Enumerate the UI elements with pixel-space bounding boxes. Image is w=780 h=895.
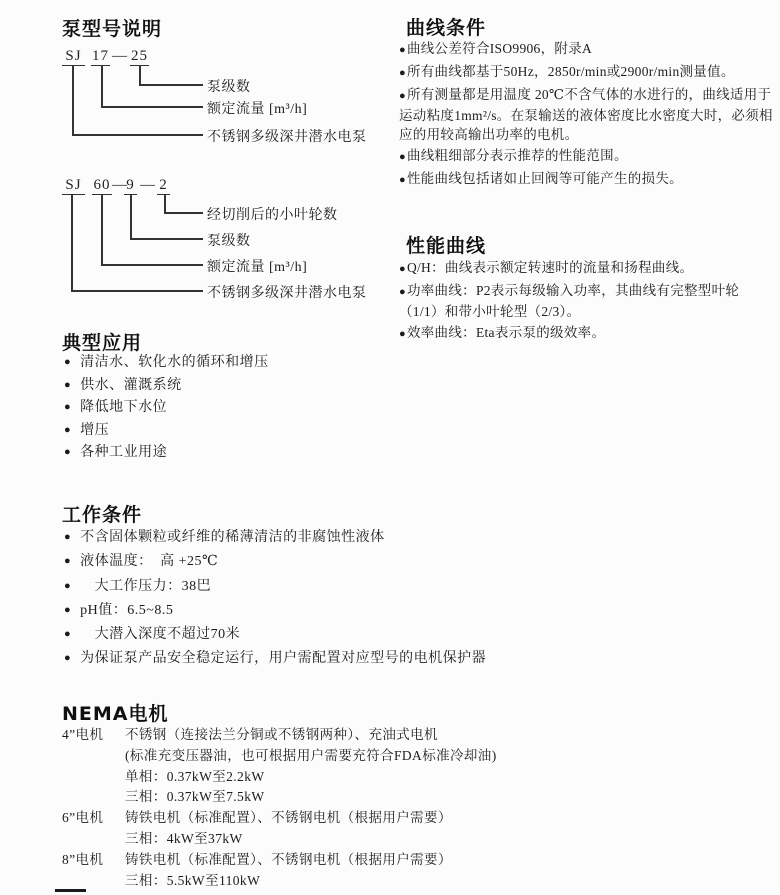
page-edge-rule bbox=[55, 889, 86, 892]
connector-line bbox=[101, 66, 103, 106]
spec-line: 三相：5.5kW至110kW bbox=[125, 872, 261, 888]
connector-line bbox=[71, 194, 73, 290]
motor-size: 8”电机 bbox=[62, 851, 104, 867]
list-item bbox=[64, 420, 269, 443]
list-item bbox=[64, 375, 269, 398]
model-code-trimmed: 2 bbox=[157, 177, 170, 195]
spec-line: 三相：0.37kW至7.5kW bbox=[125, 789, 265, 805]
list-item-text: 大潜入深度不超过70米 bbox=[80, 627, 241, 643]
list-item-text: 增压 bbox=[80, 422, 110, 438]
list-item-text: 为保证泵产品安全稳定运行，用户需配置对应型号的电机保护器 bbox=[80, 651, 487, 667]
list-item-text: 降低地下水位 bbox=[80, 400, 168, 415]
connector-line bbox=[164, 212, 203, 214]
section-title-working-conditions: 工作条件 bbox=[62, 504, 143, 526]
bullet-icon: ● bbox=[64, 628, 72, 641]
connector-line bbox=[130, 238, 203, 240]
model-code-prefix: SJ bbox=[62, 177, 85, 195]
list-item-text: 大工作压力：38巴 bbox=[80, 578, 212, 594]
list-item bbox=[64, 647, 486, 671]
model-code-flow: 17 bbox=[92, 48, 109, 64]
typical-applications-list bbox=[64, 352, 269, 465]
model-code-flow: 60 bbox=[93, 177, 111, 193]
list-item bbox=[399, 39, 777, 60]
table-row bbox=[62, 808, 497, 850]
list-item bbox=[399, 169, 777, 190]
connector-line bbox=[72, 134, 203, 136]
performance-curves-list bbox=[399, 258, 777, 346]
diagram-label-stages: 泵级数 bbox=[207, 234, 251, 249]
list-item bbox=[64, 442, 269, 465]
spec-line: 三相：4kW至37kW bbox=[125, 830, 243, 846]
list-item bbox=[64, 526, 486, 550]
list-item-text: 液体温度： 高 +25℃ bbox=[80, 554, 219, 570]
list-item-text: 曲线公差符合ISO9906，附录A bbox=[406, 41, 593, 56]
diagram-label-stages: 泵级数 bbox=[207, 80, 251, 95]
bullet-icon: ● bbox=[64, 652, 72, 665]
list-item-text: 效率曲线：Eta表示泵的级效率。 bbox=[406, 325, 606, 340]
model-code-stages: 25 bbox=[131, 48, 148, 64]
section-title-curve-conditions: 曲线条件 bbox=[406, 17, 487, 39]
list-item-text: 所有测量都是用温度 20℃不含气体的水进行的，曲线适用于运动粘度1mm²/s。在泵输送的液体密度比水密度大时，必须相应的用较高输出功率的电机。 bbox=[399, 87, 773, 142]
list-item-text: 性能曲线包括诸如止回阀等可能产生的损失。 bbox=[406, 171, 683, 186]
bullet-icon: ● bbox=[399, 263, 406, 275]
bullet-icon: ● bbox=[64, 423, 72, 436]
diagram-label-trimmed-impellers: 经切削后的小叶轮数 bbox=[207, 208, 338, 223]
spec-line: 铸铁电机（标准配置）、不锈钢电机（根据用户需要） bbox=[125, 810, 452, 826]
connector-line bbox=[101, 194, 103, 264]
list-item bbox=[64, 352, 269, 375]
list-item-text: 各种工业用途 bbox=[80, 445, 168, 460]
bullet-icon: ● bbox=[64, 555, 72, 568]
bullet-icon: ● bbox=[64, 378, 72, 391]
spec-line: 单相：0.37kW至2.2kW bbox=[125, 768, 265, 784]
model-code-stages: 9 bbox=[124, 177, 137, 195]
bullet-icon: ● bbox=[399, 286, 406, 298]
bullet-icon: ● bbox=[64, 579, 72, 592]
motor-size: 4”电机 bbox=[62, 727, 104, 742]
motor-specs bbox=[125, 725, 497, 808]
list-item bbox=[399, 258, 777, 279]
list-item-text: Q/H：曲线表示额定转速时的流量和扬程曲线。 bbox=[406, 260, 694, 275]
spec-line: 铸铁电机（标准配置）、不锈钢电机（根据用户需要） bbox=[125, 851, 452, 867]
list-item bbox=[399, 281, 777, 321]
diagram-label-flow: 额定流量 [m³/h] bbox=[207, 102, 308, 117]
model-code-prefix: SJ bbox=[62, 48, 85, 66]
bullet-icon: ● bbox=[399, 67, 406, 79]
list-item bbox=[399, 146, 777, 167]
list-item-text: 不含固体颗粒或纤维的稀薄清洁的非腐蚀性液体 bbox=[80, 530, 385, 545]
bullet-icon: ● bbox=[399, 151, 406, 163]
spec-line: (标准充变压器油，也可根据用户需要充符合FDA标准冷却油) bbox=[125, 747, 497, 763]
list-item-text: 功率曲线：P2表示每级输入功率，其曲线有完整型叶轮（1/1）和带小叶轮型（2/3）。 bbox=[399, 283, 740, 319]
motor-specs bbox=[125, 808, 452, 850]
table-row bbox=[62, 850, 497, 892]
section-title-nema-motors: NEMA电机 bbox=[62, 703, 169, 725]
bullet-icon: ● bbox=[399, 328, 406, 340]
list-item bbox=[399, 323, 777, 344]
connector-line bbox=[130, 194, 132, 238]
connector-line bbox=[139, 66, 141, 84]
table-row bbox=[62, 725, 497, 808]
bullet-icon: ● bbox=[64, 446, 72, 458]
list-item bbox=[64, 623, 486, 647]
curve-conditions-list bbox=[399, 39, 777, 192]
diagram-label-flow: 额定流量 [m³/h] bbox=[207, 260, 308, 275]
diagram-label-series: 不锈钢多级深井潜水电泵 bbox=[207, 286, 367, 301]
model-code-dash: — bbox=[140, 177, 156, 193]
section-title-model-explanation: 泵型号说明 bbox=[62, 18, 163, 40]
connector-line bbox=[71, 290, 203, 292]
connector-line bbox=[101, 106, 203, 108]
section-title-typical-applications: 典型应用 bbox=[62, 332, 143, 354]
nema-motors-table bbox=[62, 725, 497, 891]
list-item-text: 清洁水、软化水的循环和增压 bbox=[80, 355, 269, 370]
list-item-text: 曲线粗细部分表示推荐的性能范围。 bbox=[406, 148, 628, 163]
section-title-performance-curves: 性能曲线 bbox=[406, 235, 487, 257]
connector-line bbox=[164, 194, 166, 212]
bullet-icon: ● bbox=[399, 90, 406, 102]
list-item bbox=[399, 85, 777, 144]
list-item-text: pH值：6.5~8.5 bbox=[80, 602, 174, 618]
bullet-icon: ● bbox=[64, 401, 72, 413]
diagram-label-series: 不锈钢多级深井潜水电泵 bbox=[207, 130, 367, 145]
list-item bbox=[64, 599, 486, 623]
list-item bbox=[64, 575, 486, 599]
bullet-icon: ● bbox=[64, 603, 72, 616]
bullet-icon: ● bbox=[64, 356, 72, 368]
list-item bbox=[399, 62, 777, 83]
motor-size: 6”电机 bbox=[62, 810, 104, 826]
connector-line bbox=[72, 66, 74, 134]
bullet-icon: ● bbox=[399, 174, 406, 186]
connector-line bbox=[139, 84, 203, 86]
bullet-icon: ● bbox=[64, 531, 72, 543]
model-code-dash: — bbox=[112, 48, 128, 64]
list-item-text: 所有曲线都基于50Hz，2850r/min或2900r/min测量值。 bbox=[406, 64, 735, 79]
spec-line: 不锈钢（连接法兰分铜或不锈钢两种）、充油式电机 bbox=[125, 727, 438, 742]
model-code-dash: — bbox=[112, 177, 128, 193]
list-item-text: 供水、灌溉系统 bbox=[80, 377, 182, 393]
list-item bbox=[64, 550, 486, 574]
working-conditions-list bbox=[64, 526, 486, 672]
connector-line bbox=[101, 264, 203, 266]
motor-specs bbox=[125, 850, 452, 892]
bullet-icon: ● bbox=[399, 44, 406, 56]
list-item bbox=[64, 397, 269, 420]
